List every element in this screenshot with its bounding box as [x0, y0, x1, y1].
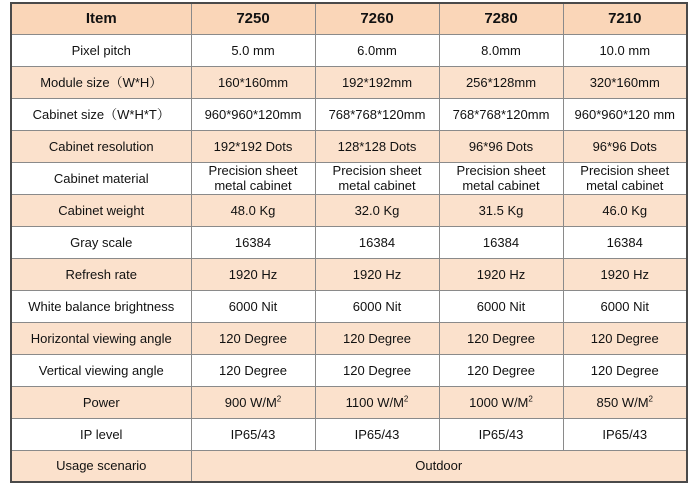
- cell-value: 128*128 Dots: [315, 130, 439, 162]
- cell-value: Precision sheet metal cabinet: [315, 162, 439, 194]
- table-row-cabinet-size: [11, 98, 687, 130]
- cell-value: Precision sheet metal cabinet: [191, 162, 315, 194]
- table-row-cabinet-resolution: [11, 130, 687, 162]
- row-label: Cabinet material: [11, 162, 191, 194]
- row-label: Cabinet resolution: [11, 130, 191, 162]
- cell-value: 192*192mm: [315, 66, 439, 98]
- cell-value: 96*96 Dots: [563, 130, 687, 162]
- cell-value: 31.5 Kg: [439, 194, 563, 226]
- cell-value: 960*960*120 mm: [563, 98, 687, 130]
- table-row-horizontal-angle: [11, 322, 687, 354]
- table-row-cabinet-weight: [11, 194, 687, 226]
- cell-value: 16384: [439, 226, 563, 258]
- cell-value: 960*960*120mm: [191, 98, 315, 130]
- power-value: 1100 W/M: [345, 394, 404, 410]
- cell-value: 1920 Hz: [315, 258, 439, 290]
- header-model: 7250: [191, 3, 315, 34]
- cell-value: [563, 386, 687, 418]
- cell-value: 48.0 Kg: [191, 194, 315, 226]
- cell-value: 6000 Nit: [315, 290, 439, 322]
- spec-table: [10, 2, 688, 483]
- cell-value: 6.0mm: [315, 34, 439, 66]
- table-row-vertical-angle: [11, 354, 687, 386]
- cell-value: 16384: [315, 226, 439, 258]
- table-row-module-size: [11, 66, 687, 98]
- row-label: IP level: [11, 418, 191, 450]
- cell-value: 6000 Nit: [563, 290, 687, 322]
- cell-value: IP65/43: [315, 418, 439, 450]
- table-row-power: [11, 386, 687, 418]
- header-model: 7280: [439, 3, 563, 34]
- cell-value: 120 Degree: [191, 322, 315, 354]
- cell-value: [315, 386, 439, 418]
- cell-value: IP65/43: [439, 418, 563, 450]
- row-label: Power: [11, 386, 191, 418]
- cell-value: 120 Degree: [563, 322, 687, 354]
- power-value: 850 W/M: [596, 394, 649, 410]
- row-label: Horizontal viewing angle: [11, 322, 191, 354]
- cell-value: 16384: [563, 226, 687, 258]
- cell-value: 120 Degree: [439, 322, 563, 354]
- cell-value: 1920 Hz: [191, 258, 315, 290]
- row-label: Usage scenario: [11, 450, 191, 482]
- cell-value: 768*768*120mm: [439, 98, 563, 130]
- row-label: Vertical viewing angle: [11, 354, 191, 386]
- cell-value: 120 Degree: [439, 354, 563, 386]
- row-label: Cabinet weight: [11, 194, 191, 226]
- cell-value: 1920 Hz: [563, 258, 687, 290]
- cell-value: 6000 Nit: [191, 290, 315, 322]
- cell-value: [439, 386, 563, 418]
- cell-value: Precision sheet metal cabinet: [439, 162, 563, 194]
- row-label: White balance brightness: [11, 290, 191, 322]
- table-row-white-balance: [11, 290, 687, 322]
- unit-superscript: 2: [276, 394, 282, 404]
- table-row-ip-level: [11, 418, 687, 450]
- cell-value: 32.0 Kg: [315, 194, 439, 226]
- cell-value: 10.0 mm: [563, 34, 687, 66]
- row-label: Pixel pitch: [11, 34, 191, 66]
- row-label: Cabinet size（W*H*T）: [11, 98, 191, 130]
- row-label: Gray scale: [11, 226, 191, 258]
- header-model: 7210: [563, 3, 687, 34]
- unit-superscript: 2: [403, 394, 409, 404]
- table-row-pixel-pitch: [11, 34, 687, 66]
- table-row-gray-scale: [11, 226, 687, 258]
- cell-value: 1920 Hz: [439, 258, 563, 290]
- cell-value: [191, 386, 315, 418]
- cell-value: 16384: [191, 226, 315, 258]
- table-row-usage-scenario: [11, 450, 687, 482]
- cell-value: 120 Degree: [315, 354, 439, 386]
- cell-value: IP65/43: [563, 418, 687, 450]
- cell-value: 96*96 Dots: [439, 130, 563, 162]
- header-model: 7260: [315, 3, 439, 34]
- unit-superscript: 2: [648, 394, 653, 404]
- cell-value: 120 Degree: [191, 354, 315, 386]
- cell-value: 256*128mm: [439, 66, 563, 98]
- cell-value: 160*160mm: [191, 66, 315, 98]
- header-item: Item: [11, 3, 191, 34]
- usage-value: Outdoor: [191, 450, 687, 482]
- cell-value: 768*768*120mm: [315, 98, 439, 130]
- table-row-refresh-rate: [11, 258, 687, 290]
- cell-value: 5.0 mm: [191, 34, 315, 66]
- cell-value: 320*160mm: [563, 66, 687, 98]
- cell-value: 46.0 Kg: [563, 194, 687, 226]
- table-row-cabinet-material: [11, 162, 687, 194]
- power-value: 900 W/M: [224, 394, 277, 410]
- cell-value: 6000 Nit: [439, 290, 563, 322]
- cell-value: 120 Degree: [563, 354, 687, 386]
- cell-value: Precision sheet metal cabinet: [563, 162, 687, 194]
- unit-superscript: 2: [528, 394, 533, 404]
- row-label: Module size（W*H）: [11, 66, 191, 98]
- row-label: Refresh rate: [11, 258, 191, 290]
- header-row: [11, 3, 687, 34]
- cell-value: 8.0mm: [439, 34, 563, 66]
- power-value: 1000 W/M: [469, 394, 529, 410]
- cell-value: 120 Degree: [315, 322, 439, 354]
- cell-value: IP65/43: [191, 418, 315, 450]
- cell-value: 192*192 Dots: [191, 130, 315, 162]
